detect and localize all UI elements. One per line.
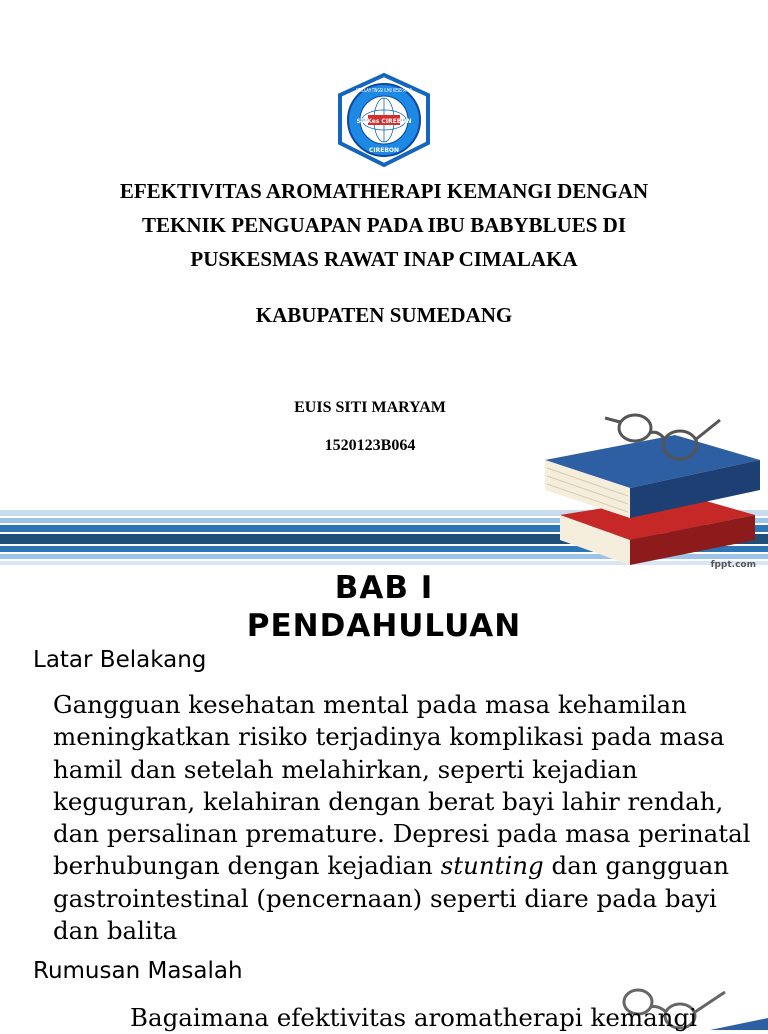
logo-center-text: STIKes CIREBON: [356, 118, 412, 125]
title-line: PUSKESMAS RAWAT INAP CIMALAKA: [190, 247, 578, 271]
logo-ring-text: SEKOLAH TINGGI ILMU KESEHATAN: [356, 88, 413, 94]
logo-bottom-text: CIREBON: [368, 147, 400, 154]
section-heading-background: Latar Belakang: [33, 647, 207, 673]
problem-question: Bagaimana efektivitas aromatherapi kemangi: [130, 1003, 697, 1032]
background-paragraph: [53, 689, 753, 947]
watermark: fppt.com: [710, 560, 756, 570]
chapter-title: PENDAHULUAN: [246, 608, 522, 644]
section-heading-problem: Rumusan Masalah: [33, 958, 243, 984]
title-line: TEKNIK PENGUAPAN PADA IBU BABYBLUES DI: [141, 213, 627, 237]
paragraph-text: Gangguan kesehatan mental pada masa kehamilan meningkatkan risiko terjadinya komplikasi pada masa hamil dan setelah melahirkan, seperti kejadian keguguran, kelahiran dengan berat bayi lahir rendah, dan persalinan premature. Depresi pada masa perinatal berhubungan dengan kejadian: [53, 690, 751, 881]
books-with-glasses-icon: [535, 400, 768, 570]
student-id: 1520123B064: [324, 437, 416, 454]
stikes-logo: [334, 73, 434, 167]
title-line: EFEKTIVITAS AROMATHERAPI KEMANGI DENGAN: [119, 179, 649, 203]
chapter-heading: [0, 569, 768, 645]
paragraph-italic-term: stunting: [440, 851, 544, 881]
content-slide: [0, 570, 768, 1032]
regency-subtitle: KABUPATEN SUMEDANG: [255, 303, 513, 327]
paragraph-text: dan gangguan gastrointestinal (pencernaan) seperti diare pada bayi dan balita: [53, 851, 729, 946]
chapter-number: BAB I: [334, 570, 434, 606]
author-name: EUIS SITI MARYAM: [294, 399, 446, 416]
thesis-title: [20, 174, 748, 276]
